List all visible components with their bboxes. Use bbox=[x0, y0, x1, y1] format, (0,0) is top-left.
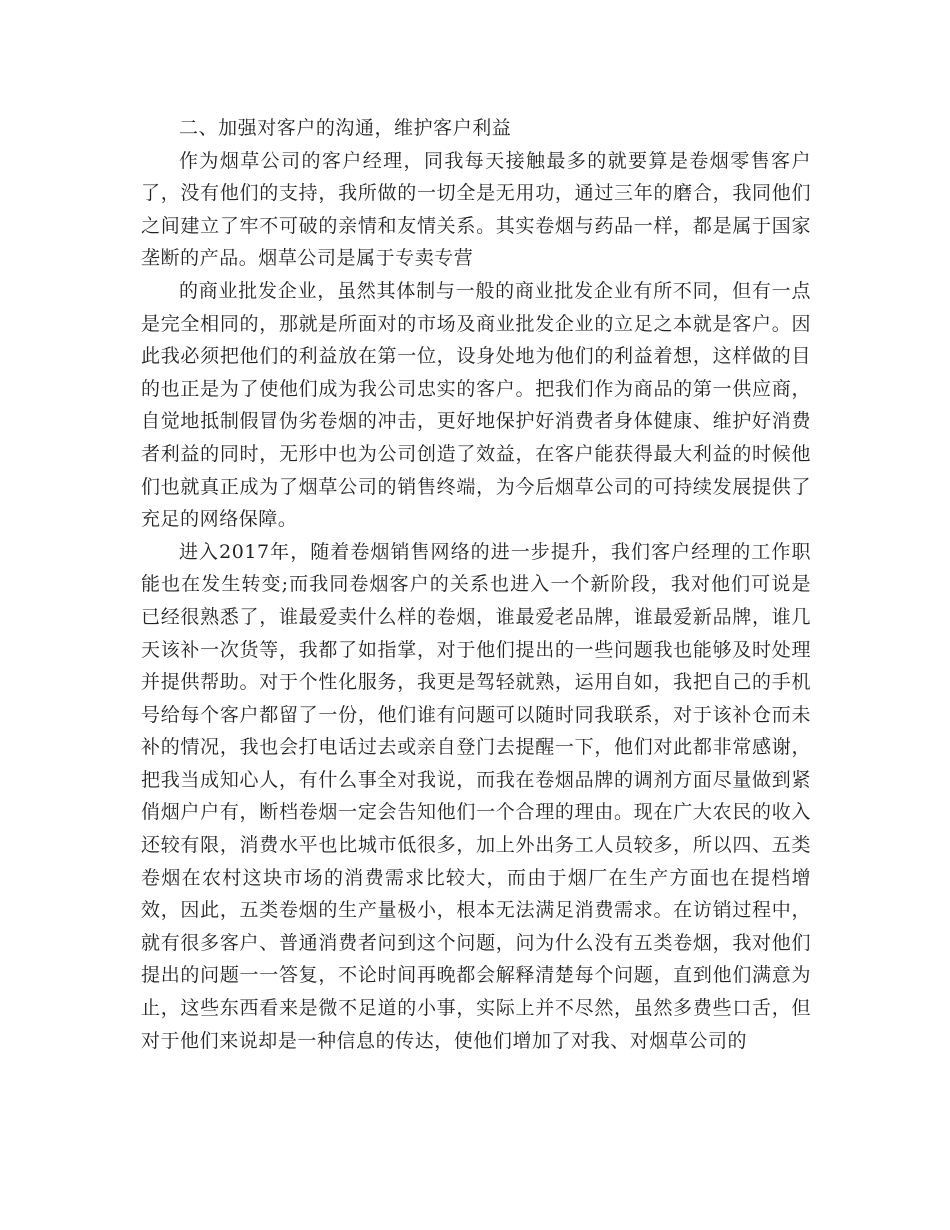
paragraph-1: 作为烟草公司的客户经理，同我每天接触最多的就要算是卷烟零售客户了，没有他们的支持，我所做的一切全是无用功，通过三年的磨合，我同他们之间建立了牢不可破的亲情和友情关系。其实卷烟与药品一样，都是属于国家垄断的产品。烟草公司是属于专卖专营 bbox=[141, 149, 811, 270]
paragraph-3: 进入2017年，随着卷烟销售网络的进一步提升，我们客户经理的工作职能也在发生转变;而我同卷烟客户的关系也进入一个新阶段，我对他们可说是已经很熟悉了，谁最爱卖什么样的卷烟，谁最爱老品牌，谁最爱新品牌，谁几天该补一次货等，我都了如指掌，对于他们提出的一些问题我也能够及时处理并提供帮助。对于个性化服务，我更是驾轻就熟，运用自如，我把自己的手机号给每个客户都留了一份，他们谁有问题可以随时同我联系，对于该补仓而未补的情况，我也会打电话过去或亲自登门去提醒一下，他们对此都非常感谢，把我当成知心人，有什么事全对我说，而我在卷烟品牌的调剂方面尽量做到紧俏烟户户有，断档卷烟一定会告知他们一个合理的理由。现在广大农民的收入还较有限，消费水平也比城市低很多，加上外出务工人员较多，所以四、五类卷烟在农村这块市场的消费需求比较大，而由于烟厂在生产方面也在提档增效，因此，五类卷烟的生产量极小，根本无法满足消费需求。在访销过程中，就有很多客户、普通消费者问到这个问题，问为什么没有五类卷烟，我对他们提出的问题一一答复，不论时间再晚都会解释清楚每个问题，直到他们满意为止，这些东西看来是微不足道的小事，实际上并不尽然，虽然多费些口舌，但对于他们来说却是一种信息的传达，使他们增加了对我、对烟草公司的 bbox=[141, 540, 811, 1052]
paragraph-2: 的商业批发企业，虽然其体制与一般的商业批发企业有所不同，但有一点是完全相同的，那就是所面对的市场及商业批发企业的立足之本就是客户。因此我必须把他们的利益放在第一位，设身处地为他们的利益着想，这样做的目的也正是为了使他们成为我公司忠实的客户。把我们作为商品的第一供应商，自觉地抵制假冒伪劣卷烟的冲击，更好地保护好消费者身体健康、维护好消费者利益的同时，无形中也为公司创造了效益，在客户能获得最大利益的时候他们也就真正成为了烟草公司的销售终端，为今后烟草公司的可持续发展提供了充足的网络保障。 bbox=[141, 279, 811, 531]
document-body bbox=[141, 112, 811, 1057]
section-heading: 二、加强对客户的沟通，维护客户利益 bbox=[179, 117, 512, 139]
